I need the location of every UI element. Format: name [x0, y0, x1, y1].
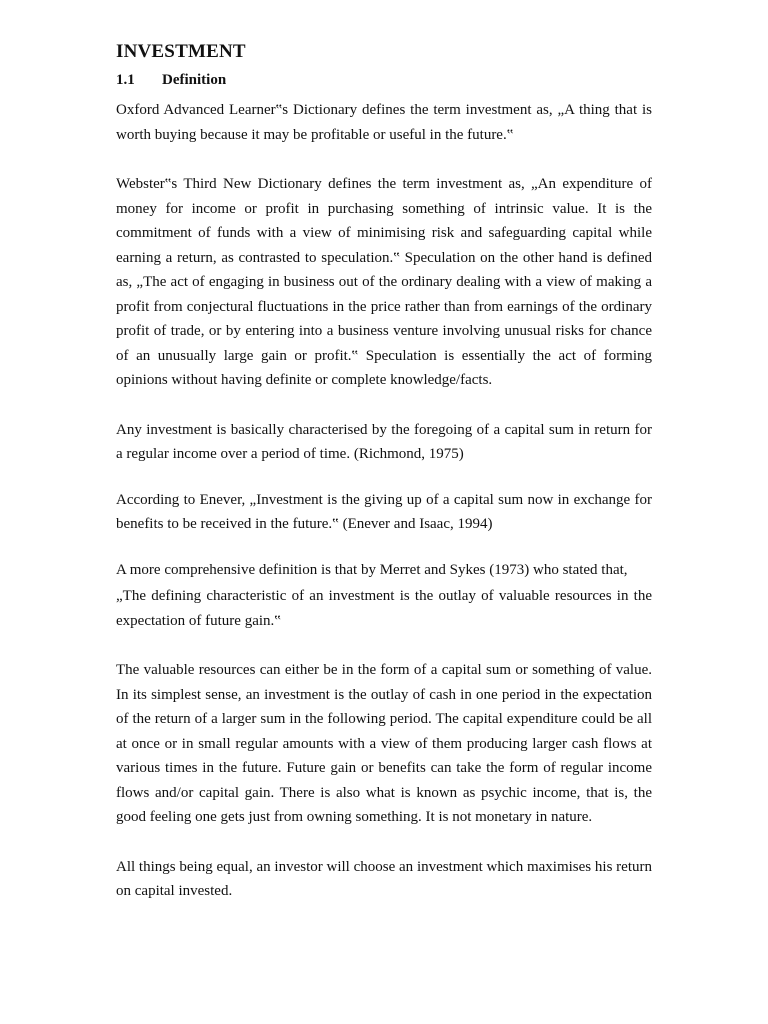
paragraph-websters-definition: Webster‟s Third New Dictionary defines the term investment as, „An expenditure of money for income or profit in purchasing something of intrinsic value. It is the commitment of funds with a view of minimising risk and safeguarding capital while earning a return, as contrasted to speculation.‟ Speculation on the other hand is defined as, „The act of engaging in business out of the ordinary dealing with a view of making a profit from conjectural fluctuations in the price rather than from earnings of the ordinary profit of trade, or by entering into a business venture involving unusual risks for chance of an unusually large gain or profit.‟ Speculation is essentially the act of forming opinions without having definite or complete knowledge/facts. [116, 176, 652, 388]
section-number: 1.1 [116, 72, 135, 88]
paragraph-merret-sykes-intro: A more comprehensive definition is that by Merret and Sykes (1973) who stated that, [116, 561, 628, 578]
paragraph-investor-choice: All things being equal, an investor will choose an investment which maximises his return on capital invested. [116, 858, 652, 899]
section-title: Definition [162, 72, 227, 88]
paragraph-valuable-resources: The valuable resources can either be in the form of a capital sum or something of value. In its simplest sense, an investment is the outlay of cash in one period in the expectation of the return of a larger sum in the following period. The capital expenditure could be all at once or in small regular amounts with a view of them producing larger cash flows at various times in the future. Future gain or benefits can take the form of regular income flows and/or capital gain. There is also what is known as psychic income, that is, the good feeling one gets just from owning something. It is not monetary in nature. [116, 662, 652, 825]
paragraph-oxford-definition: Oxford Advanced Learner‟s Dictionary defines the term investment as, „A thing that is worth buying because it may be profitable or useful in the future.‟ [116, 102, 652, 143]
document-page [116, 40, 652, 904]
document-title: INVESTMENT [116, 41, 246, 62]
paragraph-richmond-definition: Any investment is basically characterised by the foregoing of a capital sum in return for a regular income over a period of time. (Richmond, 1975) [116, 421, 652, 462]
merret-sykes-block [116, 558, 652, 634]
paragraph-merret-sykes-quote: „The defining characteristic of an investment is the outlay of valuable resources in the expectation of future gain.‟ [116, 588, 652, 629]
section-heading [116, 69, 652, 91]
paragraph-enever-definition: According to Enever, „Investment is the giving up of a capital sum now in exchange for benefits to be received in the future.‟ (Enever and Isaac, 1994) [116, 491, 652, 532]
